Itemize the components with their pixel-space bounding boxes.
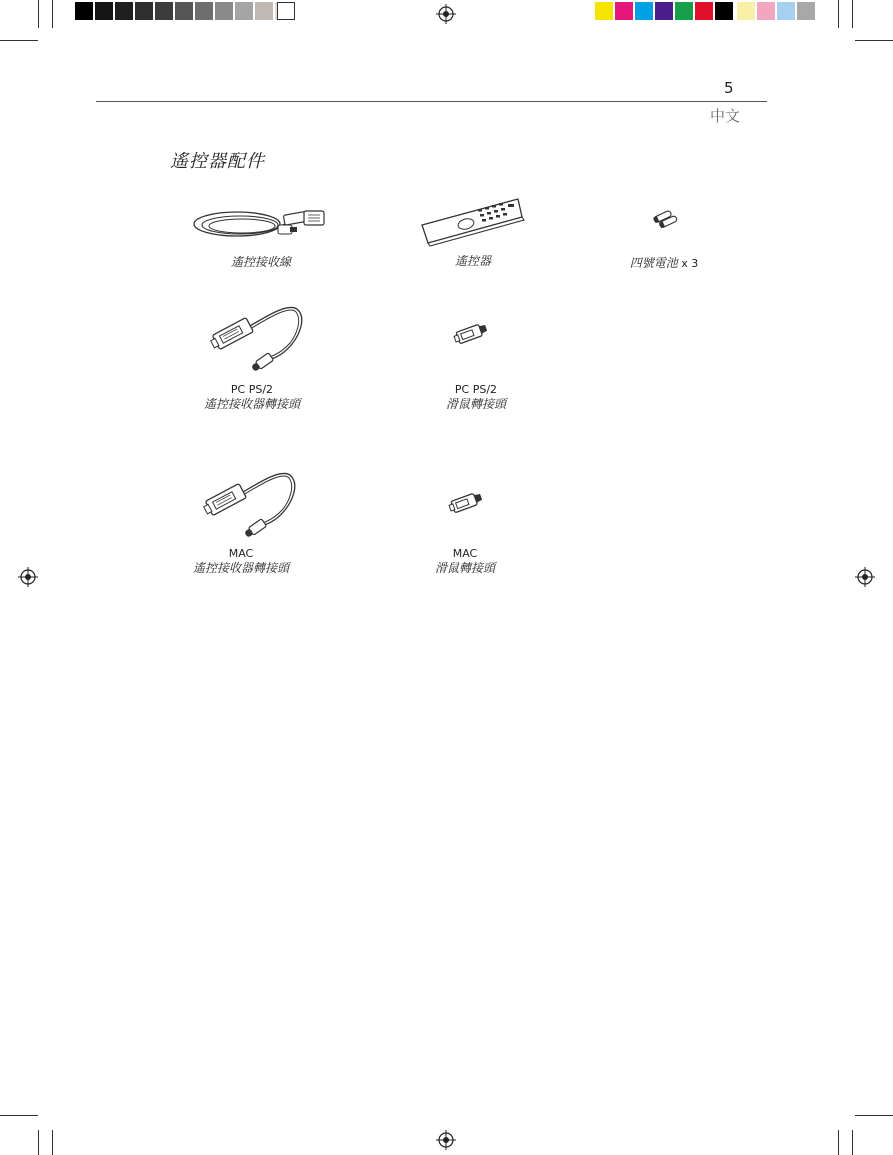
item-quantity: x 3 [677,257,699,270]
color-swatch-magenta [615,2,633,20]
mac-mouse-adapter-icon [448,490,486,514]
color-swatch-gray [797,2,815,20]
gray-swatch-5 [155,2,173,20]
color-swatch-red [695,2,713,20]
color-swatch-light-blue [777,2,795,20]
gray-swatch-8 [215,2,233,20]
item-caption-batteries [564,256,764,271]
language-tag: 中文 [710,107,741,125]
item-caption-receiver-cable [161,255,361,270]
item-name: 遙控器 [454,254,491,268]
color-swatch-light-yellow [737,2,755,20]
aaa-batteries-icon [652,208,682,230]
mac-receiver-adapter-icon [203,470,299,540]
item-caption-mac-receiver-adapter [141,546,341,576]
gray-swatch-10 [255,2,273,20]
item-name: 遙控接收器轉接頭 [192,561,289,575]
color-swatch-pink [757,2,775,20]
gray-swatch-4 [135,2,153,20]
page-number: 5 [724,79,734,97]
registration-mark-icon [18,567,38,587]
color-swatch-violet [655,2,673,20]
gray-swatch-9 [235,2,253,20]
color-swatch-black [715,2,733,20]
gray-swatch-3 [115,2,133,20]
item-caption-mac-mouse-adapter [365,546,565,576]
section-title: 遙控器配件 [170,151,265,172]
color-swatch-yellow [595,2,613,20]
gray-swatch-12 [277,2,295,20]
gray-swatch-6 [175,2,193,20]
item-name: 滑鼠轉接頭 [434,561,495,575]
ps2-mouse-adapter-icon [453,321,491,345]
receiver-cable-icon [192,205,332,243]
item-model: PC PS/2 [454,383,498,396]
item-model: MAC [452,547,478,560]
registration-mark-icon [436,4,456,24]
gray-swatch-7 [195,2,213,20]
item-model: MAC [228,547,254,560]
item-caption-ps2-mouse-adapter [376,382,576,412]
item-name: 四號電池 [629,256,678,270]
item-name: 遙控接收線 [230,255,291,269]
color-swatch-green [675,2,693,20]
item-name: 遙控接收器轉接頭 [203,397,300,411]
color-swatch-cyan [635,2,653,20]
remote-control-icon [418,195,526,247]
header-rule [96,101,767,102]
gray-swatch-1 [75,2,93,20]
item-caption-ps2-receiver-adapter [152,382,352,412]
ps2-receiver-adapter-icon [210,304,306,374]
item-model: PC PS/2 [230,383,274,396]
item-name: 滑鼠轉接頭 [445,397,506,411]
registration-mark-icon [436,1130,456,1150]
registration-mark-icon [855,567,875,587]
item-caption-remote [373,254,573,269]
gray-swatch-2 [95,2,113,20]
